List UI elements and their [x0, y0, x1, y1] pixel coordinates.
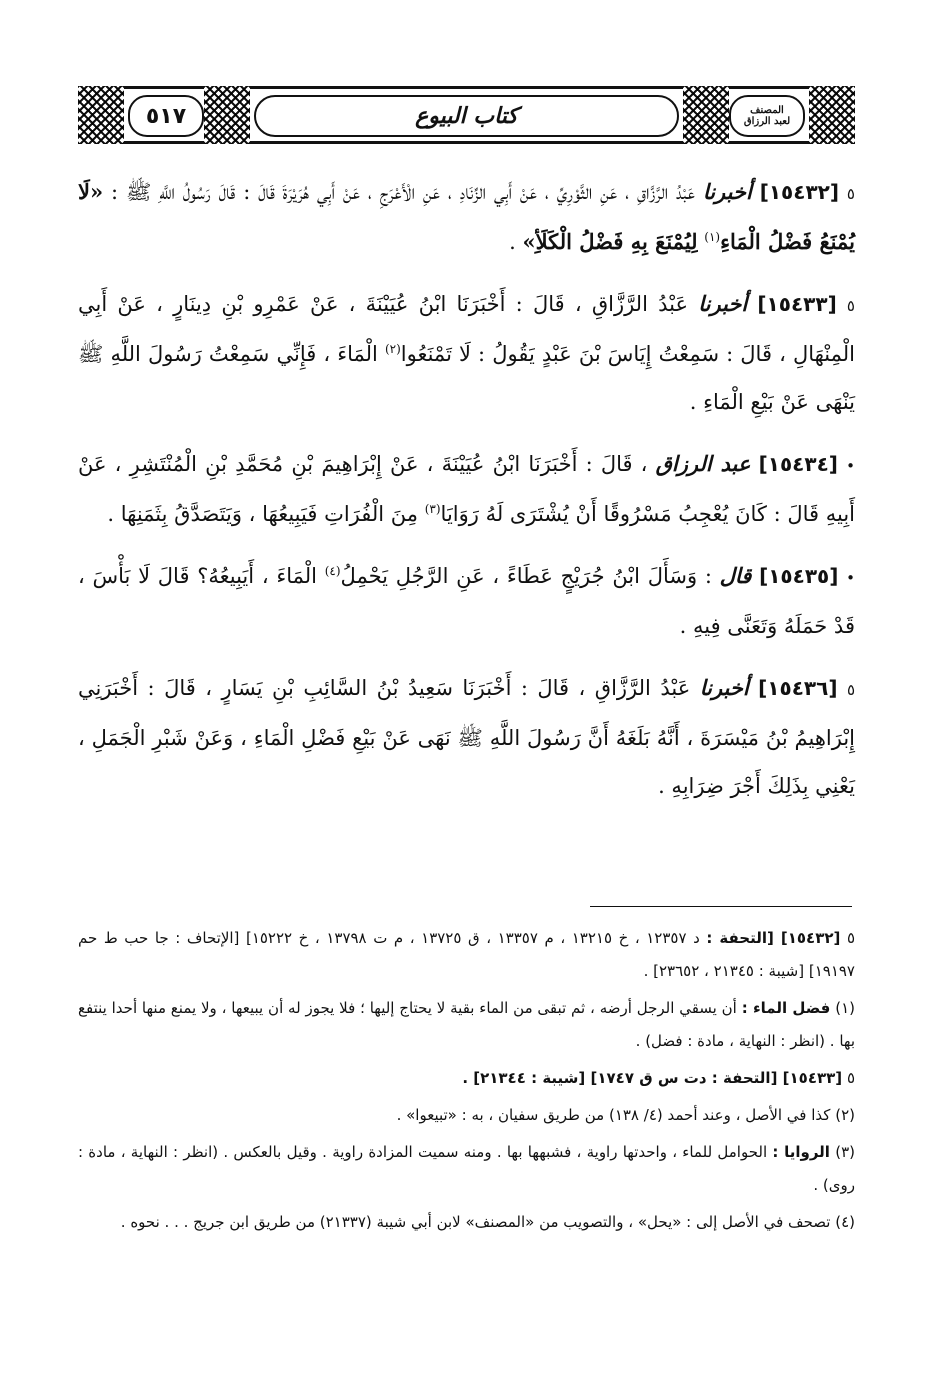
main-text: [78, 168, 855, 824]
footnote-ref: (٢): [384, 342, 401, 356]
ornament-left-inner: [204, 86, 250, 144]
note-text: كذا في الأصل ، وعند أحمد (٤/ ١٣٨) من طريق سفيان ، به : «تبيعوا» .: [396, 1106, 831, 1124]
page-number-box: [128, 95, 204, 137]
hadith-number: [١٥٤٣٢]: [759, 180, 840, 204]
hadith-text: عَبْدُ الرَّزَّاقِ ، قَالَ : أَخْبَرَنَا ابْنُ عُيَيْنَةَ ، عَنْ عَمْرِو بْنِ دِينَارٍ ، عَنْ أَبِي الْمِنْهَالِ ، قَالَ : سَمِعْتُ إِيَاسَ بْنَ عَبْدٍ يَقُولُ : لَا تَمْنَعُوا: [78, 292, 855, 366]
page-number: ٥١٧: [145, 103, 187, 129]
note-1: [78, 992, 855, 1058]
ornament-right: [809, 86, 855, 144]
footnote-ref: (١): [704, 230, 721, 244]
hadith-lead: أخبرنا: [699, 675, 749, 700]
note-label: فضل الماء :: [741, 999, 831, 1017]
note-2: [78, 1099, 855, 1132]
hadith-marker: ٥: [846, 297, 855, 315]
note-text: تصحف في الأصل إلى : «يحل» ، والتصويب من «المصنف» لابن أبي شيبة (٢١٣٣٧) من طريق ابن جريج . . . نحوه .: [120, 1213, 831, 1231]
hadith-15432: [78, 168, 855, 266]
hadith-15433: [78, 280, 855, 426]
hadith-quote: «لَا يُمْنَعُ فَضْلُ الْمَاءِ: [78, 179, 855, 254]
hadith-marker: ٥: [846, 681, 856, 699]
book-logo: [729, 95, 805, 137]
note-marker: ٥: [846, 929, 856, 947]
note-text: أن يسقي الرجل أرضه ، ثم تبقى من الماء بقية لا يحتاج إليها ؛ فلا يجوز له أن يبيعها ، ولا يمنع منها أحدا ينتفع بها . (انظر : النهاية ، مادة : فضل) .: [78, 999, 855, 1050]
hadith-text-cont: الْمَاءَ ، فَإِنِّي سَمِعْتُ رَسُولَ اللَّهِ ﷺ يَنْهَى عَنْ بَيْعِ الْمَاءِ .: [78, 342, 855, 414]
note-text: د ١٢٣٥٧ ، خ ١٣٢١٥ ، م ١٣٣٥٧ ، ق ١٣٧٢٥ ، م ت ١٣٧٩٨ ، خ ١٥٢٢٢] [الإتحاف : جا حب ط حم ١٩١٩٧] [شيبة : ٢١٣٤٥ ، ٢٣٦٥٢] .: [78, 929, 855, 980]
hadith-lead: أخبرنا: [698, 291, 748, 316]
hadith-number: [١٥٤٣٣]: [757, 292, 837, 316]
hadith-quote-end: لِيُمْنَعَ بِهِ فَضْلُ الْكَلَأِ»: [522, 229, 698, 254]
note-label: [١٥٤٣٣] [التحفة : دت س ق ١٧٤٧] [شيبة : ٢١٣٤٤] .: [462, 1069, 843, 1087]
note-marker: (٣): [835, 1143, 855, 1161]
hadith-number: [١٥٤٣٥]: [759, 564, 839, 588]
footnote-divider: [590, 906, 852, 907]
hadith-marker: ٥: [846, 185, 855, 203]
hadith-text-cont: مِنَ الْفُرَاتِ فَيَبِيعُهَا ، وَيَتَصَدَّقُ بِثَمَنِهَا .: [107, 502, 419, 526]
note-marker: (١): [835, 999, 855, 1017]
running-header: [78, 86, 855, 144]
note-takhrij-15432: [78, 922, 855, 988]
hadith-text: ، قَالَ : أَخْبَرَنَا ابْنُ عُيَيْنَةَ ، عَنْ إِبْرَاهِيمَ بْنِ مُحَمَّدِ بْنِ الْمُنْتَشِرِ ، عَنْ أَبِيهِ قَالَ : كَانَ يُعْجِبُ مَسْرُوقًا أَنْ يُشْتَرَى لَهُ رَوَايَا: [78, 452, 855, 526]
ornament-left: [78, 86, 124, 144]
hadith-marker: •: [846, 569, 855, 587]
book-logo-line2: لعبد الرزاق: [743, 116, 791, 127]
note-3: [78, 1136, 855, 1202]
hadith-lead: أخبرنا: [702, 179, 752, 204]
hadith-end: .: [509, 230, 516, 254]
note-text: الحوامل للماء ، واحدتها راوية ، فشبهها بها . ومنه سميت المزادة راوية . وقيل بالعكس . (انظر : النهاية ، مادة : روى) .: [78, 1143, 855, 1194]
hadith-15435: [78, 552, 855, 650]
hadith-15434: [78, 440, 855, 538]
hadith-text-cont: الْمَاءَ ، أَيَبِيعُهُ؟ قَالَ لَا بَأْسَ ، قَدْ حَمَلَهُ وَتَعَنَّى فِيهِ .: [78, 564, 855, 638]
hadith-15436: [78, 664, 855, 810]
note-marker: (٢): [835, 1106, 855, 1124]
footnote-ref: (٤): [324, 564, 341, 578]
hadith-lead: عبد الرزاق: [655, 451, 751, 476]
footnotes: [78, 922, 855, 1243]
hadith-text: عَبْدُ الرَّزَّاقِ ، قَالَ : أَخْبَرَنَا سَعِيدُ بْنُ السَّائِبِ بْنِ يَسَارٍ ، قَالَ : أَخْبَرَنِي إِبْرَاهِيمُ بْنُ مَيْسَرَةَ ، أَنَّهُ بَلَغَهُ أَنَّ رَسُولَ اللَّهِ ﷺ نَهَى عَنْ بَيْعِ فَضْلِ الْمَاءِ ، وَعَنْ شَبْرِ الْجَمَلِ ، يَعْنِي بِذَلِكَ أَجْرَ ضِرَابِهِ .: [78, 676, 855, 798]
note-4: [78, 1206, 855, 1239]
chapter-title-box: [254, 95, 679, 137]
note-label: الروايا :: [772, 1143, 830, 1161]
note-marker: ٥: [846, 1069, 855, 1087]
ornament-right-inner: [683, 86, 729, 144]
chapter-title: كتاب البيوع: [415, 103, 518, 129]
hadith-number: [١٥٤٣٦]: [758, 676, 838, 700]
hadith-number: [١٥٤٣٤]: [758, 452, 838, 476]
note-takhrij-15433: [78, 1062, 855, 1095]
hadith-lead: قال: [719, 563, 752, 588]
hadith-text: عَبْدُ الرَّزَّاقِ ، عَنِ الثَّوْرِيِّ ، عَنْ أَبِي الزِّنَادِ ، عَنِ الْأَعْرَجِ ، عَنْ أَبِي هُرَيْرَةَ قَالَ : قَالَ رَسُولُ اللَّهِ ﷺ :: [111, 180, 695, 204]
hadith-marker: •: [846, 457, 855, 475]
footnote-ref: (٣): [424, 502, 441, 516]
note-marker: (٤): [835, 1213, 855, 1231]
book-logo-line1: المصنف: [750, 105, 784, 116]
hadith-text: : وَسَأَلَ ابْنُ جُرَيْجٍ عَطَاءً ، عَنِ الرَّجُلِ يَحْمِلُ: [340, 564, 712, 588]
note-label: [١٥٤٣٢] [التحفة :: [706, 929, 841, 947]
